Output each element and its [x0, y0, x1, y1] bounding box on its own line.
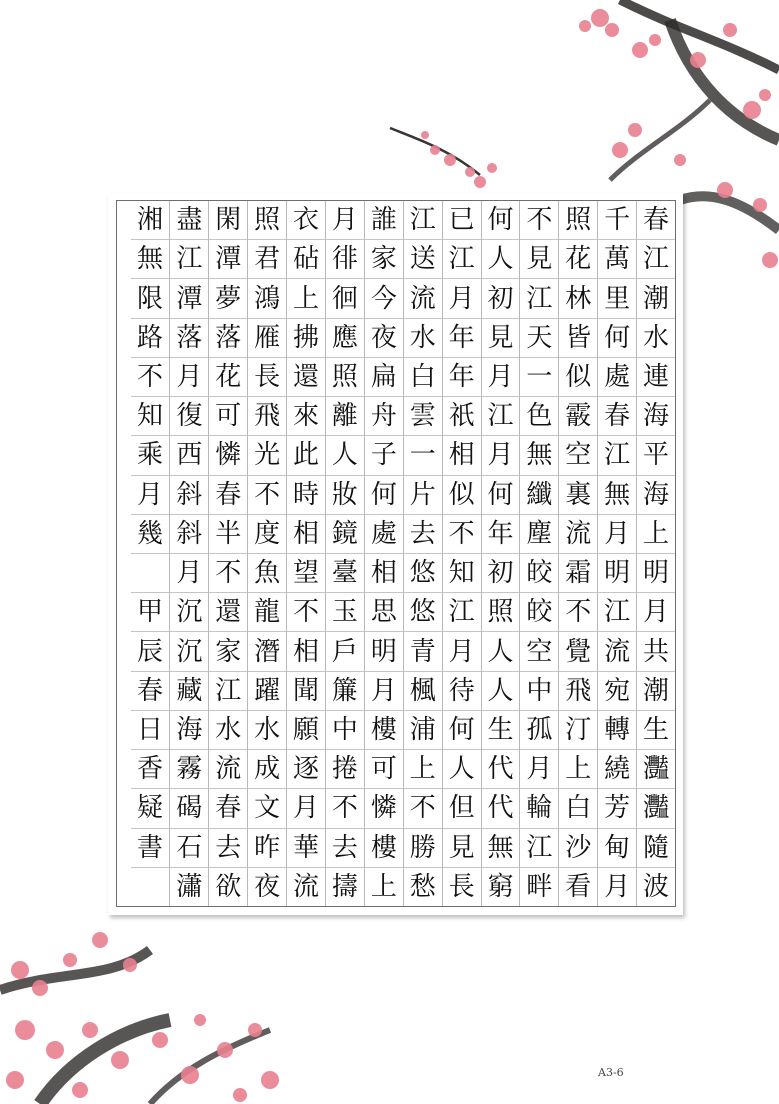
- grid-column: [169, 201, 208, 906]
- grid-cell: 月: [637, 593, 675, 632]
- grid-cell: 沉: [170, 593, 208, 632]
- grid-cell: 相: [287, 632, 325, 671]
- grid-cell: 時: [287, 476, 325, 515]
- grid-cell: 簾: [326, 672, 364, 711]
- grid-cell: 書: [131, 829, 170, 868]
- grid-cell: 窮: [487, 871, 514, 902]
- grid-cell: 夢: [209, 279, 247, 318]
- grid-cell: 乘: [131, 436, 170, 475]
- grid-cell: 砧: [287, 240, 325, 279]
- grid-cell: 夜: [365, 319, 403, 358]
- grid-cell: 春: [637, 201, 675, 240]
- grid-cell: 應: [326, 319, 364, 358]
- grid-cell: 落: [209, 319, 247, 358]
- grid-cell: 月: [443, 632, 481, 671]
- grid-cell: 逐: [287, 750, 325, 789]
- grid-cell: 照: [248, 201, 286, 240]
- grid-cell: 片: [404, 476, 442, 515]
- grid-cell: 斜: [170, 515, 208, 554]
- grid-cell: 流: [404, 279, 442, 318]
- grid-cell: 花: [209, 358, 247, 397]
- grid-cell: 今: [365, 279, 403, 318]
- grid-cell: 萬: [598, 240, 636, 279]
- grid-cell: 龍: [248, 593, 286, 632]
- grid-cell: 扁: [365, 358, 403, 397]
- grid-cell: 照: [482, 593, 520, 632]
- grid-cell: 擣: [331, 871, 358, 902]
- grid-cell: 無: [520, 436, 558, 475]
- grid-cell: 天: [520, 319, 558, 358]
- grid-cell: 月: [326, 201, 364, 240]
- grid-cell: 飛: [559, 672, 597, 711]
- grid-cell: 流: [293, 871, 320, 902]
- grid-cell: 不: [326, 789, 364, 828]
- grid-cell: 甸: [598, 829, 636, 868]
- grid-cell: 去: [326, 829, 364, 868]
- grid-cell: 知: [131, 397, 170, 436]
- grid-cell: 憐: [365, 789, 403, 828]
- grid-cell: 年: [482, 515, 520, 554]
- grid-cell: 捲: [326, 750, 364, 789]
- grid-cell: 家: [209, 632, 247, 671]
- calligraphy-grid: [116, 200, 676, 907]
- grid-cell: 碣: [170, 789, 208, 828]
- grid-cell: 幾: [131, 515, 170, 554]
- grid-cell: 不: [209, 554, 247, 593]
- grid-cell: 春: [209, 476, 247, 515]
- grid-cell: 限: [131, 279, 170, 318]
- grid-cell: 送: [404, 240, 442, 279]
- grid-cell: 流: [598, 632, 636, 671]
- grid-cell: 水: [637, 319, 675, 358]
- grid-cell: 春: [131, 672, 170, 711]
- grid-cell: 不: [404, 789, 442, 828]
- grid-cell: 何: [598, 319, 636, 358]
- grid-cell: 斜: [170, 476, 208, 515]
- grid-cell: 上: [370, 871, 397, 902]
- grid-cell: 轉: [598, 711, 636, 750]
- grid-cell: 代: [482, 750, 520, 789]
- grid-cell: 見: [443, 829, 481, 868]
- grid-cell: 波: [643, 871, 670, 902]
- grid-cell: 繞: [598, 750, 636, 789]
- grid-cell: 妝: [326, 476, 364, 515]
- grid-cell: 相: [287, 515, 325, 554]
- grid-cell: 光: [248, 436, 286, 475]
- grid-cell: 春: [209, 789, 247, 828]
- grid-cell: 何: [482, 476, 520, 515]
- grid-cell: 盡: [170, 201, 208, 240]
- grid-cell: 香: [131, 750, 170, 789]
- grid-cell: 相: [365, 554, 403, 593]
- grid-cell: 芳: [598, 789, 636, 828]
- grid-cell: 照: [326, 358, 364, 397]
- grid-cell: 上: [404, 750, 442, 789]
- grid-cell: 平: [637, 436, 675, 475]
- grid-cell: 疑: [131, 789, 170, 828]
- grid-cell: 江: [443, 240, 481, 279]
- grid-cell: 中: [326, 711, 364, 750]
- grid-cell: 悠: [404, 554, 442, 593]
- grid-cell: 春: [598, 397, 636, 436]
- grid-cell: 還: [287, 358, 325, 397]
- grid-column: [325, 201, 364, 906]
- grid-cell: 皎: [520, 554, 558, 593]
- grid-cell: 文: [248, 789, 286, 828]
- grid-cell: 憐: [209, 436, 247, 475]
- grid-cell: 復: [170, 397, 208, 436]
- grid-cell: 人: [326, 436, 364, 475]
- grid-cell: 見: [482, 319, 520, 358]
- grid-cell: 何: [443, 711, 481, 750]
- grid-cell: 江: [170, 240, 208, 279]
- grid-cell: 白: [404, 358, 442, 397]
- grid-cell: 輪: [520, 789, 558, 828]
- grid-cell: 沉: [170, 632, 208, 671]
- grid-cell: 月: [170, 358, 208, 397]
- grid-cell: 不: [248, 476, 286, 515]
- grid-cell: 初: [482, 554, 520, 593]
- grid-cell: 潮: [637, 672, 675, 711]
- grid-cell: 林: [559, 279, 597, 318]
- grid-cell: 照: [559, 201, 597, 240]
- grid-cell: 沙: [559, 829, 597, 868]
- grid-cell: 代: [482, 789, 520, 828]
- grid-cell: 海: [637, 476, 675, 515]
- grid-cell: 可: [365, 750, 403, 789]
- grid-cell: 無: [131, 240, 170, 279]
- grid-cell: 宛: [598, 672, 636, 711]
- grid-cell: 藏: [170, 672, 208, 711]
- grid-cell: 湘: [131, 201, 170, 240]
- grid-cell: 人: [482, 672, 520, 711]
- grid-cell: 樓: [365, 711, 403, 750]
- grid-cell: 徊: [326, 279, 364, 318]
- grid-cell: 此: [287, 436, 325, 475]
- grid-cell: 知: [443, 554, 481, 593]
- grid-cell: 潛: [248, 632, 286, 671]
- grid-cell: 上: [637, 515, 675, 554]
- grid-cell: 愁: [409, 871, 436, 902]
- grid-cell: 長: [248, 358, 286, 397]
- page-code: A3-6: [598, 1066, 624, 1079]
- grid-cell: 雁: [248, 319, 286, 358]
- grid-cell: 似: [443, 476, 481, 515]
- grid-column: [558, 201, 597, 906]
- grid-column: [597, 201, 636, 906]
- grid-cell: 躍: [248, 672, 286, 711]
- grid-cell: 閑: [209, 201, 247, 240]
- grid-cell: 海: [637, 397, 675, 436]
- grid-cell: 舟: [365, 397, 403, 436]
- grid-cell: 中: [520, 672, 558, 711]
- grid-cell: 江: [482, 397, 520, 436]
- grid-cell: 願: [287, 711, 325, 750]
- grid-cell: 祇: [443, 397, 481, 436]
- grid-cell: 處: [598, 358, 636, 397]
- grid-cell: 纖: [520, 476, 558, 515]
- grid-cell: 已: [443, 201, 481, 240]
- grid-column: [519, 201, 558, 906]
- grid-cell: 楓: [404, 672, 442, 711]
- grid-cell: 臺: [326, 554, 364, 593]
- grid-cell: 不: [520, 201, 558, 240]
- grid-cell: 何: [482, 201, 520, 240]
- calligraphy-sheet: [108, 193, 683, 915]
- grid-cell: 處: [365, 515, 403, 554]
- grid-cell: 空: [559, 436, 597, 475]
- grid-cell: 明: [598, 554, 636, 593]
- grid-cell: 落: [170, 319, 208, 358]
- grid-cell: 千: [598, 201, 636, 240]
- grid-cell: 流: [559, 515, 597, 554]
- grid-cell: 拂: [287, 319, 325, 358]
- grid-cell: 人: [443, 750, 481, 789]
- grid-cell: 灩: [637, 789, 675, 828]
- grid-column: [364, 201, 403, 906]
- grid-cell: 離: [326, 397, 364, 436]
- grid-cell: 年: [443, 358, 481, 397]
- grid-cell: 白: [559, 789, 597, 828]
- grid-cell: 戶: [326, 632, 364, 671]
- grid-cell: 思: [365, 593, 403, 632]
- grid-cell: 甲: [131, 593, 170, 632]
- grid-cell: 共: [637, 632, 675, 671]
- grid-cell: 空: [520, 632, 558, 671]
- grid-cell: 隨: [637, 829, 675, 868]
- grid-cell: 江: [598, 593, 636, 632]
- grid-cell: 年: [443, 319, 481, 358]
- grid-cell: 月: [520, 750, 558, 789]
- grid-cell: 去: [404, 515, 442, 554]
- grid-cell: 江: [637, 240, 675, 279]
- grid-cell: 徘: [326, 240, 364, 279]
- grid-cell: 不: [131, 358, 170, 397]
- grid-cell: 月: [598, 515, 636, 554]
- grid-cell: 不: [559, 593, 597, 632]
- grid-cell: 日: [131, 711, 170, 750]
- grid-cell: [131, 868, 170, 906]
- grid-column: [208, 201, 247, 906]
- grid-cell: 不: [443, 515, 481, 554]
- grid-cell: 樓: [365, 829, 403, 868]
- grid-cell: 明: [365, 632, 403, 671]
- grid-cell: 江: [443, 593, 481, 632]
- plum-blossom-branch-bottom-left: [0, 910, 300, 1104]
- grid-cell: 去: [209, 829, 247, 868]
- grid-cell: 初: [482, 279, 520, 318]
- grid-cell: 看: [565, 871, 592, 902]
- grid-cell: 可: [209, 397, 247, 436]
- grid-cell: 雲: [404, 397, 442, 436]
- grid-cell: [131, 554, 170, 593]
- grid-cell: 霧: [170, 750, 208, 789]
- grid-cell: 見: [520, 240, 558, 279]
- grid-cell: 長: [448, 871, 475, 902]
- grid-cell: 江: [404, 201, 442, 240]
- grid-cell: 勝: [404, 829, 442, 868]
- grid-column: [403, 201, 442, 906]
- grid-cell: 孤: [520, 711, 558, 750]
- grid-column: [286, 201, 325, 906]
- grid-cell: 浦: [404, 711, 442, 750]
- grid-cell: 花: [559, 240, 597, 279]
- grid-cell: 石: [170, 829, 208, 868]
- grid-cell: 路: [131, 319, 170, 358]
- grid-cell: 月: [604, 871, 631, 902]
- grid-cell: 月: [482, 436, 520, 475]
- grid-cell: 水: [404, 319, 442, 358]
- grid-cell: 來: [287, 397, 325, 436]
- grid-cell: 月: [170, 554, 208, 593]
- grid-cell: 子: [365, 436, 403, 475]
- grid-cell: 水: [248, 711, 286, 750]
- grid-cell: 青: [404, 632, 442, 671]
- grid-column: [131, 201, 170, 906]
- grid-cell: 塵: [520, 515, 558, 554]
- grid-cell: 望: [287, 554, 325, 593]
- grid-cell: 潮: [637, 279, 675, 318]
- grid-cell: 生: [637, 711, 675, 750]
- grid-cell: 江: [520, 829, 558, 868]
- grid-cell: 誰: [365, 201, 403, 240]
- grid-cell: 色: [520, 397, 558, 436]
- grid-cell: 江: [520, 279, 558, 318]
- grid-cell: 江: [209, 672, 247, 711]
- grid-cell: 里: [598, 279, 636, 318]
- grid-cell: 潭: [209, 240, 247, 279]
- grid-cell: 人: [482, 632, 520, 671]
- grid-cell: 裏: [559, 476, 597, 515]
- grid-cell: 玉: [326, 593, 364, 632]
- grid-cell: 西: [170, 436, 208, 475]
- grid-cell: 上: [559, 750, 597, 789]
- grid-cell: 半: [209, 515, 247, 554]
- grid-cell: 聞: [287, 672, 325, 711]
- grid-cell: 潭: [170, 279, 208, 318]
- grid-column: [481, 201, 520, 906]
- grid-cell: 何: [365, 476, 403, 515]
- grid-cell: 但: [443, 789, 481, 828]
- grid-cell: 相: [443, 436, 481, 475]
- grid-cell: 似: [559, 358, 597, 397]
- grid-cell: 水: [209, 711, 247, 750]
- grid-cell: 霜: [559, 554, 597, 593]
- grid-cell: 畔: [526, 871, 553, 902]
- grid-cell: 連: [637, 358, 675, 397]
- grid-cell: 人: [482, 240, 520, 279]
- grid-cell: 無: [598, 476, 636, 515]
- grid-cell: 度: [248, 515, 286, 554]
- grid-cell: 霰: [559, 397, 597, 436]
- grid-cell: 昨: [248, 829, 286, 868]
- grid-cell: 月: [365, 672, 403, 711]
- grid-column: [442, 201, 481, 906]
- grid-cell: 悠: [404, 593, 442, 632]
- grid-cell: 欲: [215, 871, 242, 902]
- grid-column: [636, 201, 675, 906]
- grid-cell: 汀: [559, 711, 597, 750]
- grid-cell: 成: [248, 750, 286, 789]
- grid-cell: 皆: [559, 319, 597, 358]
- grid-cell: 家: [365, 240, 403, 279]
- grid-cell: 明: [637, 554, 675, 593]
- grid-cell: 江: [598, 436, 636, 475]
- grid-cell: 還: [209, 593, 247, 632]
- grid-cell: 待: [443, 672, 481, 711]
- grid-cell: 一: [404, 436, 442, 475]
- grid-cell: 月: [131, 476, 170, 515]
- grid-cell: 月: [287, 789, 325, 828]
- grid-cell: 灩: [637, 750, 675, 789]
- grid-cell: 上: [287, 279, 325, 318]
- grid-cell: 一: [520, 358, 558, 397]
- grid-cell: 月: [443, 279, 481, 318]
- grid-cell: 飛: [248, 397, 286, 436]
- grid-cell: 不: [287, 593, 325, 632]
- grid-cell: 月: [482, 358, 520, 397]
- grid-cell: 鏡: [326, 515, 364, 554]
- grid-column: [247, 201, 286, 906]
- grid-cell: 生: [482, 711, 520, 750]
- grid-cell: 覺: [559, 632, 597, 671]
- grid-cell: 流: [209, 750, 247, 789]
- grid-cell: 無: [482, 829, 520, 868]
- grid-cell: 辰: [131, 632, 170, 671]
- grid-cell: 魚: [248, 554, 286, 593]
- grid-cell: 瀟: [176, 871, 203, 902]
- grid-cell: 華: [287, 829, 325, 868]
- grid-cell: 衣: [287, 201, 325, 240]
- grid-cell: 皎: [520, 593, 558, 632]
- grid-cell: 夜: [254, 871, 281, 902]
- grid-cell: 鴻: [248, 279, 286, 318]
- grid-cell: 海: [170, 711, 208, 750]
- grid-cell: 君: [248, 240, 286, 279]
